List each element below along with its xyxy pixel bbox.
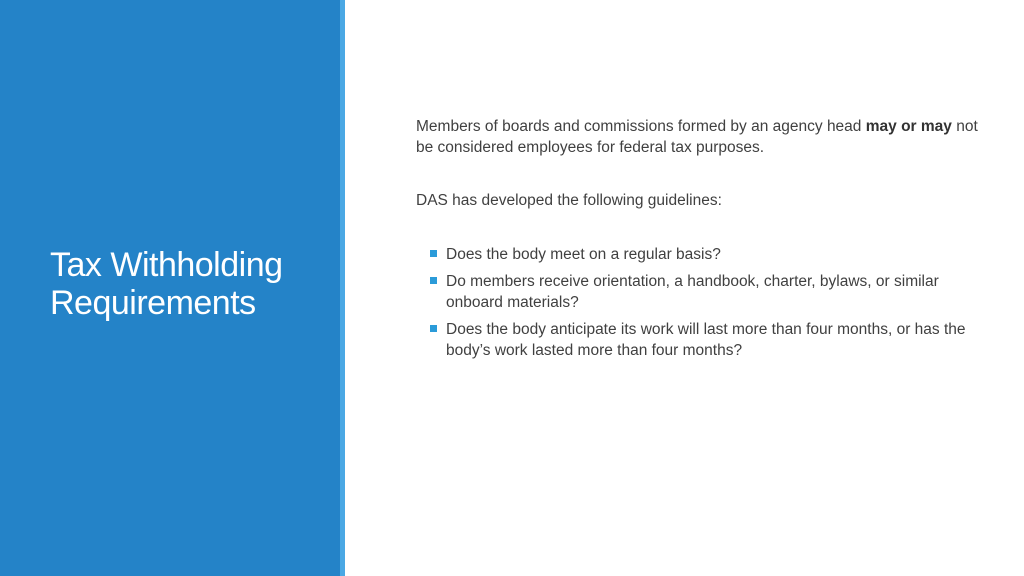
guideline-item (446, 319, 986, 361)
slide-title: Tax Withholding Requirements (50, 246, 283, 322)
guideline-item (446, 244, 986, 265)
guideline-text: Does the body anticipate its work will last more than four months, or has the body’s work lasted more than four months? (446, 321, 966, 359)
guidelines-list (416, 244, 986, 361)
square-bullet-icon (430, 250, 437, 257)
square-bullet-icon (430, 277, 437, 284)
guideline-text: Do members receive orientation, a handbook, charter, bylaws, or similar onboard materials? (446, 273, 939, 311)
guideline-item (446, 271, 986, 313)
accent-strip (340, 0, 345, 576)
intro-paragraph (416, 116, 986, 158)
guideline-text: Does the body meet on a regular basis? (446, 246, 721, 263)
intro-emphasis: may or may (865, 118, 952, 135)
intro-text-part2: not be considered employees for federal tax purposes. (416, 118, 978, 156)
guidelines-lead: DAS has developed the following guidelines: (416, 192, 722, 209)
slide-content (416, 116, 986, 367)
title-panel (0, 0, 340, 576)
square-bullet-icon (430, 325, 437, 332)
intro-text-part1: Members of boards and commissions formed by an agency head (416, 118, 866, 135)
